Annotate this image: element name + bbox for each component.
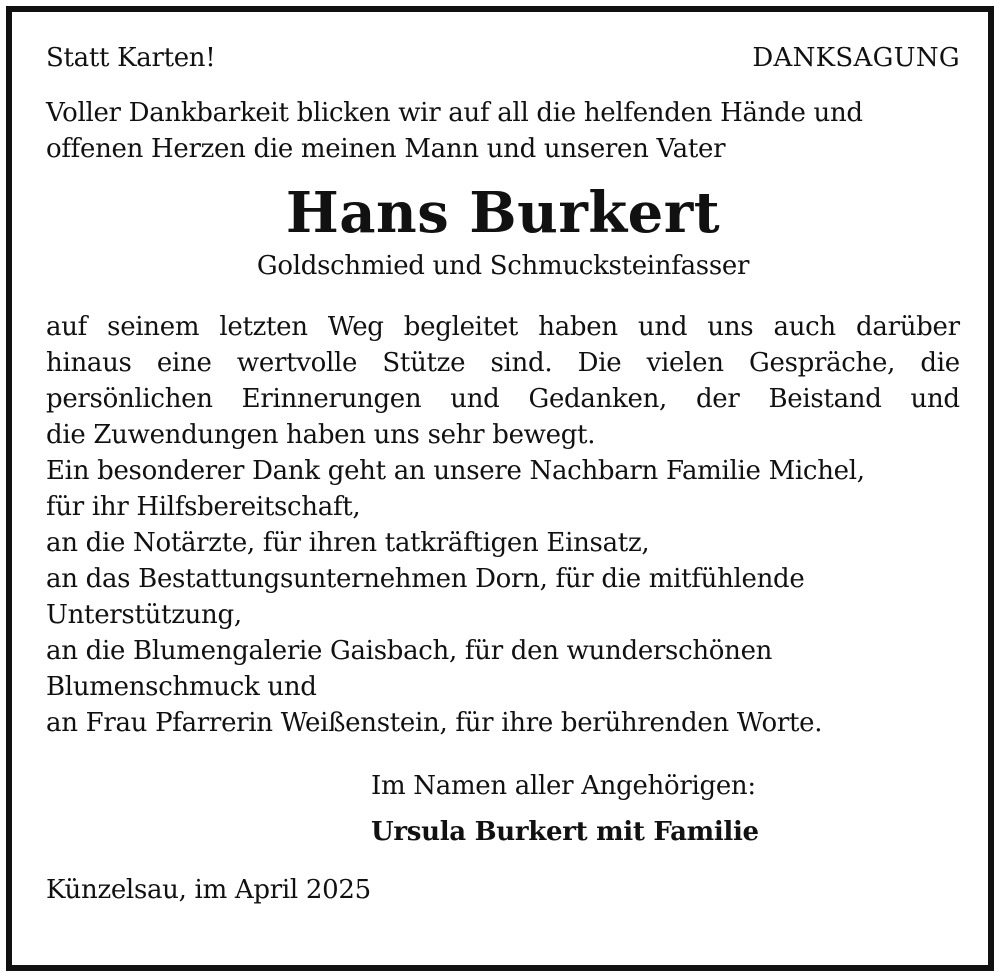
obituary-notice bbox=[46, 40, 960, 908]
intro-line: offenen Herzen die meinen Mann und unseren Vater bbox=[46, 134, 726, 164]
thanks-paragraph bbox=[46, 309, 960, 741]
body-line: hinaus eine wertvolle Stütze sind. Die vielen Gespräche, die bbox=[46, 348, 960, 378]
deceased-profession: Goldschmied und Schmucksteinfasser bbox=[256, 251, 750, 281]
body-line: an die Blumengalerie Gaisbach, für den wunderschönen bbox=[46, 636, 773, 666]
place-date: Künzelsau, im April 2025 bbox=[46, 875, 371, 905]
body-line: auf seinem letzten Weg begleitet haben und uns auch darüber bbox=[46, 312, 960, 342]
body-line: Blumenschmuck und bbox=[46, 672, 317, 702]
on-behalf-text: Im Namen aller Angehörigen: bbox=[371, 771, 756, 801]
signer-name: Ursula Burkert mit Familie bbox=[371, 817, 759, 847]
body-line: an die Notärzte, für ihren tatkräftigen Einsatz, bbox=[46, 528, 650, 558]
deceased-name: Hans Burkert bbox=[285, 180, 721, 246]
body-line: die Zuwendungen haben uns sehr bewegt. bbox=[46, 420, 596, 450]
statt-karten-label: Statt Karten! bbox=[46, 43, 216, 73]
notice-header bbox=[46, 40, 960, 76]
signature-block bbox=[371, 768, 960, 850]
body-line: Ein besonderer Dank geht an unsere Nachbarn Familie Michel, bbox=[46, 456, 865, 486]
intro-paragraph bbox=[46, 95, 960, 167]
intro-line: Voller Dankbarkeit blicken wir auf all die helfenden Hände und bbox=[46, 98, 863, 128]
body-line: für ihr Hilfsbereitschaft, bbox=[46, 492, 361, 522]
body-line: an das Bestattungsunternehmen Dorn, für die mitfühlende bbox=[46, 564, 805, 594]
danksagung-label: DANKSAGUNG bbox=[752, 43, 960, 73]
body-line: Unterstützung, bbox=[46, 600, 242, 630]
body-line: an Frau Pfarrerin Weißenstein, für ihre berührenden Worte. bbox=[46, 708, 823, 738]
body-line: persönlichen Erinnerungen und Gedanken, der Beistand und bbox=[46, 384, 960, 414]
notice-frame bbox=[6, 6, 994, 971]
